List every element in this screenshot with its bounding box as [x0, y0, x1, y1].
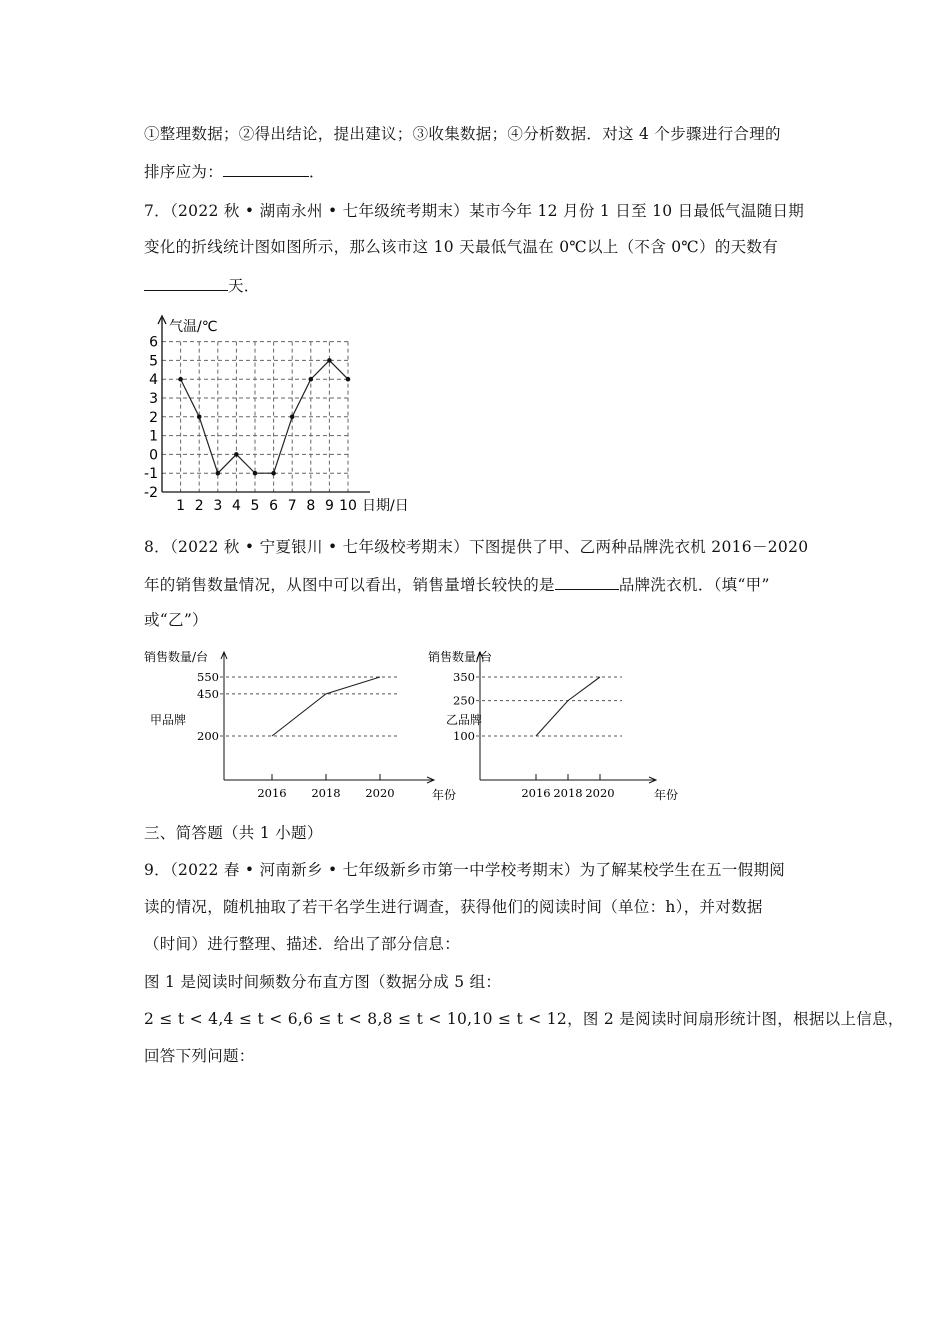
sales-series-line — [272, 677, 380, 736]
q8-line2 — [144, 575, 770, 595]
q9-line2: 读的情况，随机抽取了若干名学生进行调查，获得他们的阅读时间（单位：h），并对数据 — [144, 898, 763, 916]
q9-line6: 回答下列问题： — [144, 1047, 255, 1065]
data-point — [234, 452, 239, 457]
y-tick-label: 1 — [149, 428, 158, 445]
q6-line2 — [144, 162, 325, 182]
q7-line3-suffix: 天． — [228, 277, 260, 295]
brand-yi-chart-svg — [420, 640, 679, 805]
y-tick-label: 3 — [149, 391, 158, 407]
x-tick-label: 10 — [339, 498, 357, 514]
y-tick-label: 450 — [197, 686, 219, 701]
x-tick-label: 9 — [324, 498, 334, 514]
x-tick-label: 1 — [176, 498, 186, 514]
q9-line1: 9．（2022 春 • 河南新乡 • 七年级新乡市第一中学校考期末）为了解某校学生在五一假期阅 — [144, 861, 786, 879]
q9-line3: （时间）进行整理、描述．给出了部分信息： — [144, 935, 461, 953]
answer-blank — [555, 575, 619, 590]
x-tick-label: 7 — [287, 498, 297, 514]
q7-line3 — [144, 276, 260, 296]
x-tick-label: 2016 — [521, 786, 551, 800]
x-tick-label: 2 — [194, 498, 204, 514]
x-tick-label: 4 — [231, 498, 241, 514]
data-point — [290, 415, 295, 420]
q8-line2-suffix: 品牌洗衣机．（填“甲” — [618, 576, 770, 594]
data-point — [216, 471, 221, 476]
x-axis-label: 年份 — [432, 788, 457, 802]
data-point — [346, 377, 351, 382]
y-tick-label: 4 — [149, 372, 158, 389]
y-tick-label: -2 — [144, 485, 158, 501]
y-tick-label: 5 — [149, 353, 158, 370]
y-tick-label: 250 — [453, 693, 475, 708]
brand-label: 乙品牌 — [446, 713, 483, 727]
y-axis-label: 销售数量/台 — [428, 650, 493, 664]
q8-line2-prefix: 年的销售数量情况，从图中可以看出，销售量增长较快的是 — [144, 576, 555, 594]
y-tick-label: 100 — [453, 729, 475, 743]
temperature-chart — [140, 310, 430, 520]
x-tick-label: 2018 — [311, 786, 341, 800]
x-axis-label: 年份 — [654, 788, 679, 802]
data-point — [253, 471, 258, 476]
x-tick-label: 5 — [250, 498, 260, 514]
answer-blank — [144, 276, 228, 291]
q9-line5: 2 ≤ t < 4,4 ≤ t < 6,6 ≤ t < 8,8 ≤ t < 10,10 ≤ t < 12，图 2 是阅读时间扇形统计图，根据以上信息， — [144, 1010, 904, 1028]
answer-blank — [223, 162, 309, 177]
brand-jia-chart-svg — [140, 640, 457, 805]
x-tick-label: 8 — [306, 498, 316, 514]
q7-line1: 7．（2022 秋 • 湖南永州 • 七年级统考期末）某市今年 12 月份 1 日至 10 日最低气温随日期 — [144, 202, 805, 220]
x-tick-label: 2018 — [553, 786, 583, 800]
data-point — [271, 471, 276, 476]
x-tick-label: 6 — [269, 498, 279, 514]
brand-jia-chart — [140, 640, 457, 805]
y-tick-label: 350 — [453, 670, 475, 684]
x-tick-label: 2020 — [585, 786, 615, 800]
data-point — [178, 377, 183, 382]
q6-line1: ①整理数据；②得出结论，提出建议；③收集数据；④分析数据．对这 4 个步骤进行合理的 — [144, 125, 781, 143]
q6-line2-suffix: ． — [309, 163, 325, 181]
x-tick-label: 2016 — [257, 786, 287, 800]
q7-line2: 变化的折线统计图如图所示，那么该市这 10 天最低气温在 0℃以上（不含 0℃）的天数有 — [144, 238, 779, 256]
x-tick-label: 3 — [213, 498, 223, 514]
data-point — [197, 415, 202, 420]
q6-line2-prefix: 排序应为： — [144, 163, 224, 181]
brand-yi-chart — [420, 640, 679, 805]
y-tick-label: -1 — [144, 466, 158, 483]
y-tick-label: 550 — [197, 670, 219, 684]
y-tick-label: 0 — [149, 447, 158, 464]
q9-line4: 图 1 是阅读时间频数分布直方图（数据分成 5 组： — [144, 973, 502, 991]
sales-series-line — [536, 677, 600, 736]
y-tick-label: 6 — [149, 334, 158, 351]
y-tick-label: 200 — [197, 729, 219, 743]
y-axis-label: 气温/℃ — [169, 319, 218, 335]
x-axis-label: 日期/日 — [362, 498, 409, 514]
q8-line1: 8．（2022 秋 • 宁夏银川 • 七年级校考期末）下图提供了甲、乙两种品牌洗衣机 2016－2020 — [144, 538, 809, 556]
data-point — [327, 358, 332, 363]
y-axis-label: 销售数量/台 — [144, 650, 209, 664]
brand-label: 甲品牌 — [150, 713, 187, 727]
temperature-chart-svg — [140, 310, 430, 520]
section-title: 三、简答题（共 1 小题） — [144, 824, 323, 842]
y-tick-label: 2 — [149, 409, 158, 426]
data-point — [309, 377, 314, 382]
x-tick-label: 2020 — [365, 786, 395, 800]
q8-line3: 或“乙”） — [144, 611, 208, 629]
